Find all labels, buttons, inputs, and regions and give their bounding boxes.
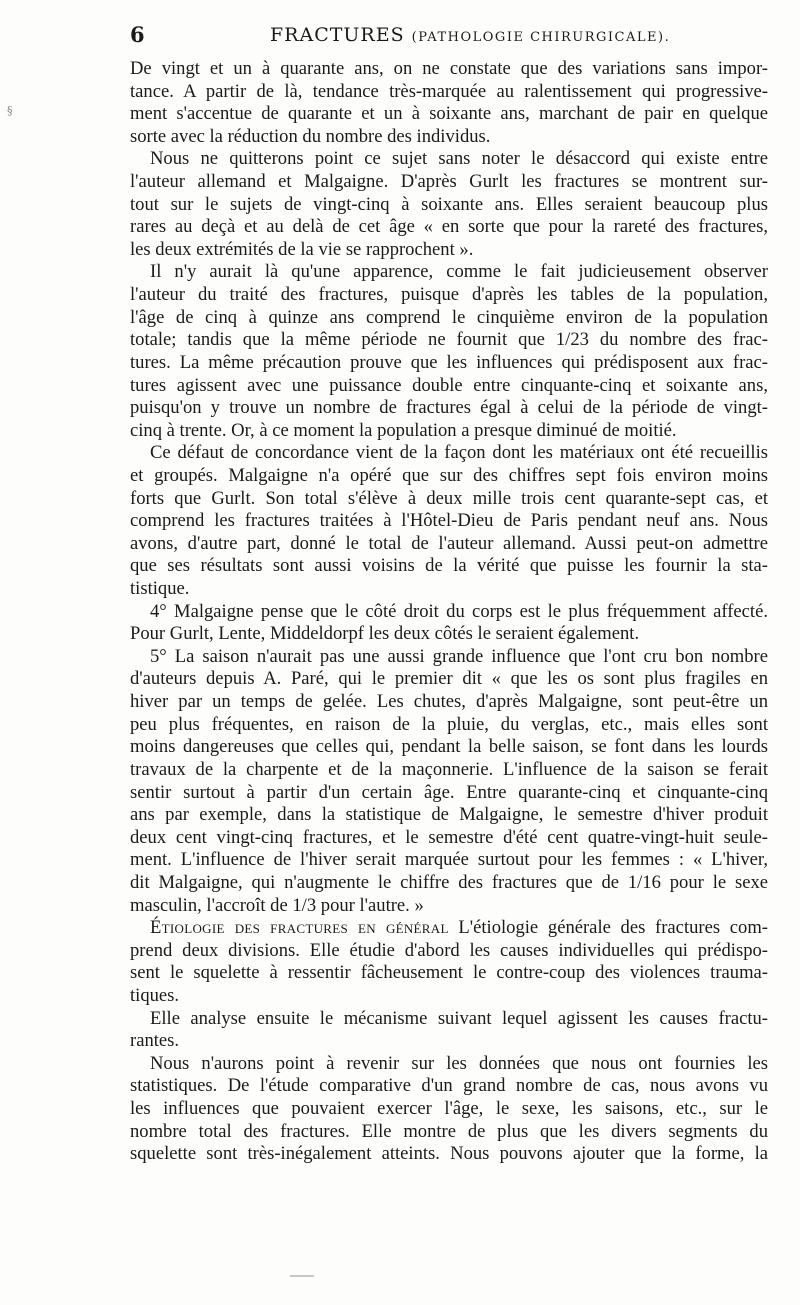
running-title	[270, 24, 670, 46]
page-number: 6	[130, 22, 145, 47]
text-line	[130, 533, 768, 556]
text-line	[130, 329, 768, 352]
text-line	[130, 623, 768, 646]
text-line	[130, 714, 768, 737]
text-line	[130, 895, 768, 918]
text-line-content: hiver par un temps de gelée. Les chutes, d'après Malgaigne, sont peut-être un	[130, 691, 768, 713]
text-line-content: nombre total des fractures. Elle montre de plus que les divers segments du	[130, 1120, 768, 1142]
text-line	[130, 1030, 768, 1053]
text-line	[130, 261, 768, 284]
text-line	[130, 782, 768, 805]
text-line-content: Nous ne quitterons point ce sujet sans noter le désaccord qui existe entre	[150, 148, 768, 170]
text-line	[130, 601, 768, 624]
text-line	[130, 668, 768, 691]
text-line-content: Pour Gurlt, Lente, Middeldorpf les deux côtés le seraient également.	[130, 623, 640, 645]
text-line-content: tance. A partir de là, tendance très-marquée au ralentissement qui progressive-	[130, 80, 768, 102]
text-line	[130, 307, 768, 330]
text-line	[130, 804, 768, 827]
text-line	[130, 397, 768, 420]
text-line-content: ment s'accentue de quarante et un à soixante ans, marchant de pair en quelque	[130, 103, 768, 125]
text-line-content: totale; tandis que la même période ne fournit que 1/23 du nombre des frac-	[130, 329, 768, 351]
text-line	[130, 985, 768, 1008]
text-line	[130, 442, 768, 465]
text-line	[130, 148, 768, 171]
text-line	[130, 962, 768, 985]
text-line	[130, 646, 768, 669]
text-line-content: L'étiologie générale des fractures com-	[458, 917, 768, 939]
text-line-content: De vingt et un à quarante ans, on ne constate que des variations sans impor-	[130, 58, 768, 79]
text-line-content: sent le squelette à ressentir fâcheusement le contre-coup des violences trauma-	[130, 962, 768, 984]
text-line	[130, 940, 768, 963]
text-line	[130, 1098, 768, 1121]
running-title-main: FRACTURES	[270, 24, 405, 46]
text-line	[130, 216, 768, 239]
text-line	[130, 103, 768, 126]
text-line-content: prend deux divisions. Elle étudie d'abord les causes individuelles qui prédispo-	[130, 939, 768, 961]
text-line	[130, 578, 768, 601]
running-title-subtitle: (PATHOLOGIE CHIRURGICALE).	[411, 30, 671, 45]
text-line-content: Elle analyse ensuite le mécanisme suivant lequel agissent les causes fractu-	[150, 1007, 768, 1029]
text-line	[130, 555, 768, 578]
section-heading: Étiologie des fractures en général	[150, 917, 449, 939]
text-line	[130, 917, 768, 940]
text-line-content: sentir surtout à partir d'un certain âge. Entre quarante-cinq et cinquante-cinq	[130, 781, 768, 803]
text-line-content: tiques.	[130, 984, 180, 1006]
text-line	[130, 465, 768, 488]
text-line-content: rares au deçà et au delà de cet âge « en sorte que pour la rareté des fractures,	[130, 216, 768, 238]
text-line	[130, 1143, 768, 1166]
text-line-content: 5° La saison n'aurait pas une aussi grande influence que l'ont cru bon nombre	[150, 645, 768, 667]
text-line	[130, 126, 768, 149]
text-line-content: sorte avec la réduction du nombre des individus.	[130, 125, 491, 147]
text-line-content: tures. La même précaution prouve que les influences qui prédisposent aux frac-	[130, 351, 768, 373]
text-line	[130, 827, 768, 850]
text-line-content: Ce défaut de concordance vient de la façon dont les matériaux ont été recueillis	[150, 442, 768, 464]
text-line	[130, 194, 768, 217]
body-text	[130, 58, 768, 1166]
text-line-content: puisqu'on y trouve un nombre de fractures égal à celui de la période de vingt-	[130, 397, 768, 419]
text-line	[130, 1075, 768, 1098]
text-line	[130, 58, 768, 81]
text-line	[130, 488, 768, 511]
text-line-content: rantes.	[130, 1030, 180, 1052]
text-line-content: les deux extrémités de la vie se rapprochent ».	[130, 238, 474, 260]
text-line	[130, 872, 768, 895]
text-line-content: ans par exemple, dans la statistique de Malgaigne, le semestre d'hiver produit	[130, 804, 768, 826]
text-line-content: Il n'y aurait là qu'une apparence, comme le fait judicieusement observer	[150, 261, 768, 283]
text-line-content: tures agissent avec une puissance double entre cinquante-cinq et soixante ans,	[130, 374, 768, 396]
text-line-content: et groupés. Malgaigne n'a opéré que sur des chiffres sept fois environ moins	[130, 464, 768, 486]
text-line-content: deux cent vingt-cinq fractures, et le semestre d'été cent quatre-vingt-huit seule-	[130, 826, 768, 848]
text-line	[130, 352, 768, 375]
text-line	[130, 81, 768, 104]
text-line	[130, 375, 768, 398]
text-line	[130, 239, 768, 262]
text-line-content: comprend les fractures traitées à l'Hôtel-Dieu de Paris pendant neuf ans. Nous	[130, 510, 768, 532]
text-line	[130, 420, 768, 443]
text-line-content: Nous n'aurons point à revenir sur les données que nous ont fournies les	[150, 1052, 768, 1074]
text-line-content: 4° Malgaigne pense que le côté droit du corps est le plus fréquemment affecté.	[150, 600, 768, 622]
text-line-content: que ses résultats sont aussi voisins de la vérité que puisse les fournir la sta-	[130, 555, 768, 577]
text-line-content: masculin, l'accroît de 1/3 pour l'autre. »	[130, 894, 424, 916]
text-line	[130, 691, 768, 714]
text-line	[130, 510, 768, 533]
text-line-content: l'auteur allemand et Malgaigne. D'après Gurlt les fractures se montrent sur-	[130, 171, 768, 193]
text-line	[130, 849, 768, 872]
text-line-content: les influences que pouvaient exercer l'âge, le sexe, les saisons, etc., sur le	[130, 1098, 768, 1120]
text-line-content: l'âge de cinq à quinze ans comprend le cinquième environ de la population	[130, 306, 768, 328]
text-line-content: tout sur le sujets de vingt-cinq à soixante ans. Elles seraient beaucoup plus	[130, 193, 768, 215]
text-line	[130, 284, 768, 307]
text-line-content: forts que Gurlt. Son total s'élève à deux mille trois cent quarante-sept cas, et	[130, 487, 768, 509]
text-line	[130, 736, 768, 759]
text-line	[130, 1008, 768, 1031]
text-line-content: l'auteur du traité des fractures, puisque d'après les tables de la population,	[130, 284, 768, 306]
text-line-content: tistique.	[130, 578, 190, 600]
text-line-content: peu plus fréquentes, en raison de la pluie, du verglas, etc., mais elles sont	[130, 713, 768, 735]
text-line-content: ment. L'influence de l'hiver serait marquée surtout pour les femmes : « L'hiver,	[130, 849, 768, 871]
text-line	[130, 1121, 768, 1144]
text-line	[130, 171, 768, 194]
text-line-content: travaux de la charpente et de la maçonnerie. L'influence de la saison se ferait	[130, 758, 768, 780]
text-line-content: d'auteurs depuis A. Paré, qui le premier dit « que les os sont plus fragiles en	[130, 668, 768, 690]
text-line-content: statistiques. De l'étude comparative d'un grand nombre de cas, nous avons vu	[130, 1075, 768, 1097]
text-line-content: moins dangereuses que celles qui, pendant la belle saison, se font dans les lourds	[130, 736, 768, 758]
running-head	[130, 22, 768, 52]
text-line-content: cinq à trente. Or, à ce moment la population a presque diminué de moitié.	[130, 419, 677, 441]
text-line-content: dit Malgaigne, qui n'augmente le chiffre des fractures que de 1/16 pour le sexe	[130, 871, 768, 893]
text-line-content: squelette sont très-inégalement atteints. Nous pouvons ajouter que la forme, la	[130, 1143, 768, 1165]
text-line	[130, 1053, 768, 1076]
margin-mark: §	[7, 104, 13, 117]
foot-smudge	[290, 1275, 314, 1277]
text-line-content: avons, d'autre part, donné le total de l'auteur allemand. Aussi peut-on admettre	[130, 532, 768, 554]
text-line	[130, 759, 768, 782]
